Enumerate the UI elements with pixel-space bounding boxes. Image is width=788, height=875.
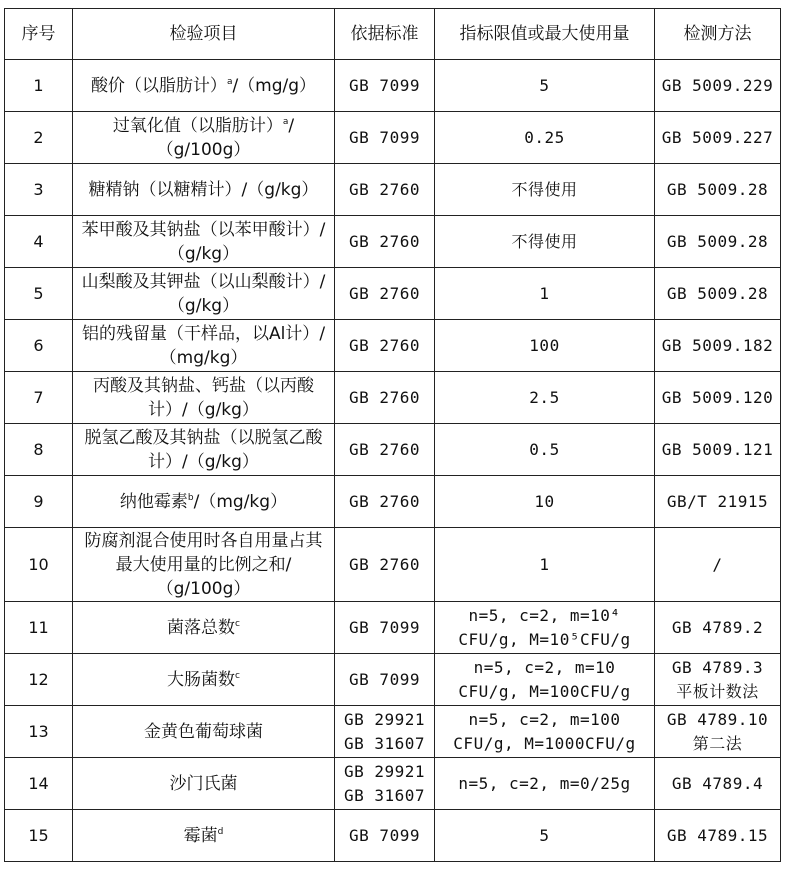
limit-line: n=5, c=2, m=10⁴ xyxy=(468,605,621,625)
row-number: 2 xyxy=(33,127,44,147)
item-name: 丙酸及其钠盐、钙盐（以丙酸计） xyxy=(93,375,314,420)
item-unit: /（g/kg） xyxy=(241,179,319,200)
method-cell xyxy=(655,602,781,654)
limit-cell xyxy=(435,654,655,706)
item-cell xyxy=(73,60,335,112)
row-number: 11 xyxy=(28,617,49,637)
std-line: GB 7099 xyxy=(349,825,420,845)
item-cell xyxy=(73,268,335,320)
row-number-cell xyxy=(5,112,73,164)
standard-cell xyxy=(335,60,435,112)
limit-line: CFU/g, M=100CFU/g xyxy=(458,681,631,701)
row-number: 6 xyxy=(33,335,44,355)
table-row xyxy=(5,476,781,528)
method-cell xyxy=(655,60,781,112)
item-name: 过氧化值（以脂肪计） xyxy=(112,115,283,136)
item-unit: /（mg/g） xyxy=(232,75,317,96)
row-number: 14 xyxy=(28,773,49,793)
method-cell xyxy=(655,810,781,862)
std-line: GB 31607 xyxy=(343,785,426,805)
std-line: GB 31607 xyxy=(343,733,426,753)
std-line: GB 2760 xyxy=(349,179,420,199)
method-line: 平板计数法 xyxy=(676,681,759,701)
col-header-limit: 指标限值或最大使用量 xyxy=(435,9,655,60)
row-number-cell xyxy=(5,320,73,372)
limit-cell xyxy=(435,60,655,112)
item-name: 沙门氏菌 xyxy=(169,773,238,794)
table-row xyxy=(5,528,781,602)
method-cell xyxy=(655,706,781,758)
limit-line: 10 xyxy=(534,491,555,511)
item-unit: /（g/kg） xyxy=(167,271,326,316)
limit-cell xyxy=(435,476,655,528)
row-number: 1 xyxy=(33,75,44,95)
limit-line: 5 xyxy=(539,75,550,95)
standard-cell xyxy=(335,654,435,706)
limit-cell xyxy=(435,706,655,758)
item-unit: /（g/100g） xyxy=(156,554,292,599)
row-number-cell xyxy=(5,268,73,320)
standard-cell xyxy=(335,424,435,476)
limit-cell xyxy=(435,216,655,268)
std-line: GB 2760 xyxy=(349,554,420,574)
limit-cell xyxy=(435,372,655,424)
footnote-marker: b xyxy=(187,492,194,503)
item-name: 防腐剂混合使用时各自用量占其最大使用量的比例之和 xyxy=(84,530,323,575)
item-unit: /（mg/kg） xyxy=(159,323,326,368)
item-cell xyxy=(73,112,335,164)
limit-cell xyxy=(435,268,655,320)
method-cell xyxy=(655,320,781,372)
footnote-marker: a xyxy=(282,116,289,127)
row-number-cell xyxy=(5,60,73,112)
method-line: GB 5009.28 xyxy=(666,283,769,303)
limit-line: 5 xyxy=(539,825,550,845)
standard-cell xyxy=(335,372,435,424)
item-name: 酸价（以脂肪计） xyxy=(90,75,227,96)
row-number: 3 xyxy=(33,179,44,199)
item-cell xyxy=(73,216,335,268)
row-number-cell xyxy=(5,706,73,758)
standard-cell xyxy=(335,528,435,602)
method-line: GB 4789.3 xyxy=(671,657,764,677)
limit-line: n=5, c=2, m=0/25g xyxy=(458,773,631,793)
limit-line: n=5, c=2, m=100 xyxy=(468,709,621,729)
method-cell xyxy=(655,758,781,810)
table-row xyxy=(5,758,781,810)
table-row xyxy=(5,372,781,424)
table-row xyxy=(5,810,781,862)
table-row xyxy=(5,268,781,320)
col-header-item: 检验项目 xyxy=(73,9,335,60)
col-header-no: 序号 xyxy=(5,9,73,60)
method-line: GB/T 21915 xyxy=(666,491,769,511)
method-line: GB 5009.121 xyxy=(661,439,774,459)
std-line: GB 7099 xyxy=(349,75,420,95)
item-name: 糖精钠（以糖精计） xyxy=(88,179,242,200)
method-line: / xyxy=(712,554,723,574)
limit-cell xyxy=(435,164,655,216)
inspection-table xyxy=(4,8,781,862)
footnote-marker: c xyxy=(235,618,240,629)
footnote-marker: a xyxy=(226,76,233,87)
item-name: 纳他霉素 xyxy=(119,491,188,512)
method-cell xyxy=(655,528,781,602)
table-row xyxy=(5,216,781,268)
limit-line: n=5, c=2, m=10 xyxy=(473,657,616,677)
std-line: GB 7099 xyxy=(349,669,420,689)
table-row xyxy=(5,654,781,706)
row-number-cell xyxy=(5,810,73,862)
item-cell xyxy=(73,706,335,758)
std-line: GB 7099 xyxy=(349,617,420,637)
limit-line: 不得使用 xyxy=(511,179,578,199)
limit-line: 2.5 xyxy=(529,387,560,407)
limit-cell xyxy=(435,528,655,602)
std-line: GB 2760 xyxy=(349,283,420,303)
item-name: 铝的残留量（干样品，以Al计） xyxy=(81,323,320,344)
method-cell xyxy=(655,424,781,476)
std-line: GB 2760 xyxy=(349,387,420,407)
standard-cell xyxy=(335,320,435,372)
item-name: 苯甲酸及其钠盐（以苯甲酸计） xyxy=(81,219,320,240)
limit-cell xyxy=(435,810,655,862)
limit-line: 1 xyxy=(539,554,550,574)
limit-line: 不得使用 xyxy=(511,231,578,251)
row-number: 12 xyxy=(28,669,49,689)
item-name: 金黄色葡萄球菌 xyxy=(144,721,263,742)
method-cell xyxy=(655,476,781,528)
row-number-cell xyxy=(5,528,73,602)
item-name: 山梨酸及其钾盐（以山梨酸计） xyxy=(81,271,320,292)
table-row xyxy=(5,60,781,112)
method-line: GB 4789.10 xyxy=(666,709,769,729)
row-number-cell xyxy=(5,164,73,216)
method-cell xyxy=(655,654,781,706)
row-number: 15 xyxy=(28,825,49,845)
item-name: 菌落总数 xyxy=(167,617,236,638)
standard-cell xyxy=(335,706,435,758)
row-number-cell xyxy=(5,424,73,476)
item-cell xyxy=(73,424,335,476)
limit-line: CFU/g, M=1000CFU/g xyxy=(453,733,636,753)
method-cell xyxy=(655,112,781,164)
method-cell xyxy=(655,216,781,268)
std-line: GB 2760 xyxy=(349,231,420,251)
row-number: 9 xyxy=(33,491,44,511)
table-row xyxy=(5,706,781,758)
limit-cell xyxy=(435,112,655,164)
row-number-cell xyxy=(5,372,73,424)
row-number: 7 xyxy=(33,387,44,407)
std-line: GB 2760 xyxy=(349,335,420,355)
method-cell xyxy=(655,372,781,424)
item-unit: /（mg/kg） xyxy=(193,491,288,512)
method-line: GB 5009.28 xyxy=(666,179,769,199)
limit-cell xyxy=(435,758,655,810)
item-cell xyxy=(73,758,335,810)
method-line: GB 4789.4 xyxy=(671,773,764,793)
table-row xyxy=(5,602,781,654)
row-number: 5 xyxy=(33,283,44,303)
item-unit: /（g/kg） xyxy=(167,219,326,264)
method-line: GB 5009.227 xyxy=(661,127,774,147)
method-line: GB 5009.28 xyxy=(666,231,769,251)
item-cell xyxy=(73,528,335,602)
method-line: 第二法 xyxy=(692,733,743,753)
std-line: GB 2760 xyxy=(349,491,420,511)
table-row xyxy=(5,320,781,372)
item-cell xyxy=(73,654,335,706)
std-line: GB 29921 xyxy=(343,761,426,781)
method-cell xyxy=(655,268,781,320)
standard-cell xyxy=(335,216,435,268)
item-cell xyxy=(73,810,335,862)
item-name: 大肠菌数 xyxy=(167,669,236,690)
std-line: GB 29921 xyxy=(343,709,426,729)
method-line: GB 4789.2 xyxy=(671,617,764,637)
standard-cell xyxy=(335,602,435,654)
item-cell xyxy=(73,320,335,372)
item-name: 霉菌 xyxy=(183,825,218,846)
row-number: 10 xyxy=(28,554,49,574)
header-row xyxy=(5,9,781,60)
standard-cell xyxy=(335,758,435,810)
footnote-marker: d xyxy=(217,826,224,837)
method-line: GB 4789.15 xyxy=(666,825,769,845)
row-number-cell xyxy=(5,216,73,268)
standard-cell xyxy=(335,810,435,862)
standard-cell xyxy=(335,164,435,216)
limit-line: CFU/g, M=10⁵CFU/g xyxy=(458,629,631,649)
method-line: GB 5009.120 xyxy=(661,387,774,407)
table-row xyxy=(5,424,781,476)
limit-line: 0.25 xyxy=(524,127,565,147)
item-cell xyxy=(73,164,335,216)
row-number: 8 xyxy=(33,439,44,459)
footnote-marker: c xyxy=(235,670,240,681)
limit-line: 1 xyxy=(539,283,550,303)
limit-cell xyxy=(435,424,655,476)
item-unit: /（g/kg） xyxy=(182,399,259,420)
standard-cell xyxy=(335,476,435,528)
item-unit: /（g/kg） xyxy=(182,451,259,472)
col-header-method: 检测方法 xyxy=(655,9,781,60)
row-number-cell xyxy=(5,476,73,528)
row-number-cell xyxy=(5,654,73,706)
method-line: GB 5009.182 xyxy=(661,335,774,355)
method-cell xyxy=(655,164,781,216)
row-number: 13 xyxy=(28,721,49,741)
method-line: GB 5009.229 xyxy=(661,75,774,95)
item-name: 脱氢乙酸及其钠盐（以脱氢乙酸计） xyxy=(84,427,323,472)
table-row xyxy=(5,112,781,164)
col-header-standard: 依据标准 xyxy=(335,9,435,60)
item-cell xyxy=(73,372,335,424)
std-line: GB 2760 xyxy=(349,439,420,459)
row-number: 4 xyxy=(33,231,44,251)
limit-cell xyxy=(435,320,655,372)
standard-cell xyxy=(335,112,435,164)
limit-line: 0.5 xyxy=(529,439,560,459)
std-line: GB 7099 xyxy=(349,127,420,147)
row-number-cell xyxy=(5,758,73,810)
item-unit: /（g/100g） xyxy=(156,115,295,160)
item-cell xyxy=(73,476,335,528)
table-row xyxy=(5,164,781,216)
limit-cell xyxy=(435,602,655,654)
row-number-cell xyxy=(5,602,73,654)
table-body xyxy=(5,60,781,862)
limit-line: 100 xyxy=(529,335,560,355)
standard-cell xyxy=(335,268,435,320)
item-cell xyxy=(73,602,335,654)
